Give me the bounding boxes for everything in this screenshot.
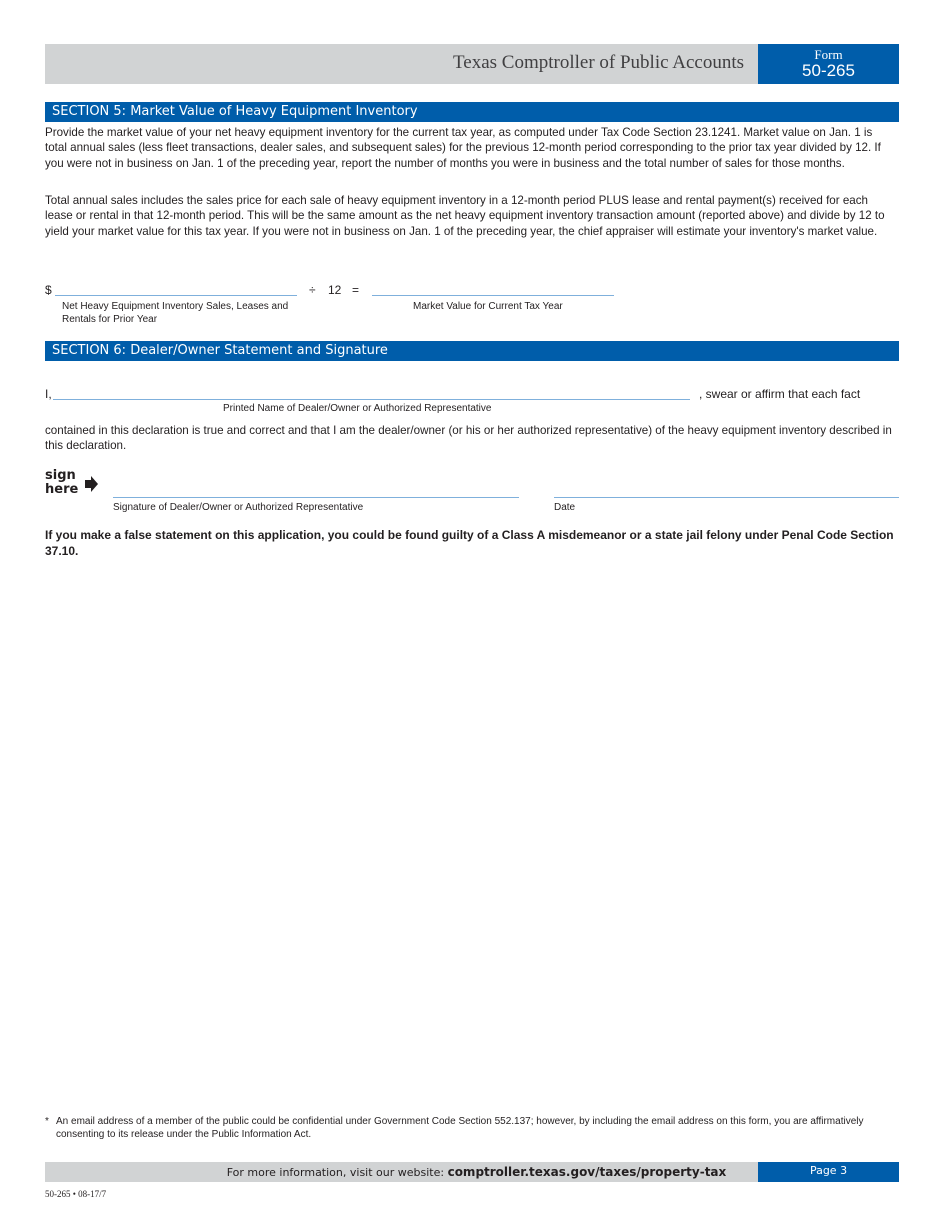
footer-bar: [45, 1162, 758, 1182]
form-label: Form: [814, 47, 843, 62]
sales-label: Net Heavy Equipment Inventory Sales, Leases and Rentals for Prior Year: [62, 301, 289, 325]
date-field[interactable]: [554, 497, 899, 498]
section5-title: SECTION 5: Market Value of Heavy Equipment Inventory: [45, 102, 899, 122]
divisor: 12: [328, 283, 342, 297]
signature-label: Signature of Dealer/Owner or Authorized Representative: [113, 502, 364, 513]
form-number: 50-265: [802, 61, 855, 80]
section5-paragraph-2: Total annual sales includes the sales price for each sale of heavy equipment inventory in a 12-month period PLUS lease and rental payment(s) received for each lease or rental in that 12-month period. This will be the same amount as the net heavy equipment inventory transaction amount (reported above) and divide by 12 to yield your market value for this tax year. If you were not in business on Jan. 1 of the preceding year, the chief appraiser will estimate your inventory's market value.: [45, 194, 885, 238]
agency-title: Texas Comptroller of Public Accounts: [452, 52, 744, 73]
footnote-star: *: [45, 1116, 49, 1127]
footnote-text: An email address of a member of the public could be confidential under Government Code Section 552.137; however, by including the email address on this form, you are affirmatively consenting to its release under the Public Information Act.: [56, 1116, 864, 1140]
printed-name-field[interactable]: [53, 399, 690, 400]
website-link[interactable]: comptroller.texas.gov/taxes/property-tax: [447, 1165, 727, 1179]
arrow-right-icon: [85, 476, 98, 492]
market-value-field[interactable]: [372, 295, 614, 296]
divide-symbol: ÷: [309, 283, 316, 297]
date-label: Date: [554, 502, 576, 513]
form-number-box: [758, 44, 899, 84]
section6-title: SECTION 6: Dealer/Owner Statement and Signature: [45, 341, 899, 361]
here-word: here: [45, 482, 79, 497]
page-number: Page 3: [758, 1162, 899, 1182]
section5-paragraph-1: Provide the market value of your net heavy equipment inventory for the current tax year, as computed under Tax Code Section 23.1241. Market value on Jan. 1 is total annual sales (less fleet transactions, dealer sales, and subsequent sales) for the previous 12-month period corresponding to the prior tax year divided by 12. If you were not in business on Jan. 1 of the preceding year, report the number of months you were in business and the total number of sales for those months.: [45, 126, 881, 170]
swear-text: , swear or affirm that each fact: [699, 387, 861, 401]
signature-field[interactable]: [113, 497, 519, 498]
equals-symbol: =: [352, 283, 360, 297]
dollar-sign: $: [45, 283, 52, 297]
declaration-statement: contained in this declaration is true and correct and that I am the dealer/owner (or his or her authorized representative) of the heavy equipment inventory described in this declaration.: [45, 424, 892, 453]
sales-amount-field[interactable]: [55, 295, 297, 296]
market-value-label: Market Value for Current Tax Year: [413, 301, 563, 312]
footnote: [45, 1115, 890, 1141]
sign-word: sign: [45, 468, 76, 483]
printed-name-label: Printed Name of Dealer/Owner or Authorized Representative: [223, 403, 492, 414]
sign-here-icon: [45, 468, 103, 500]
statement-lead: I,: [45, 387, 52, 401]
form-revision: 50-265 • 08-17/7: [45, 1189, 107, 1199]
header-bar: [45, 44, 758, 84]
false-statement-warning: If you make a false statement on this application, you could be found guilty of a Class A misdemeanor or a state jail felony under Penal Code Section 37.10.: [45, 528, 894, 558]
footer-info-text: For more information, visit our website:: [226, 1166, 445, 1179]
